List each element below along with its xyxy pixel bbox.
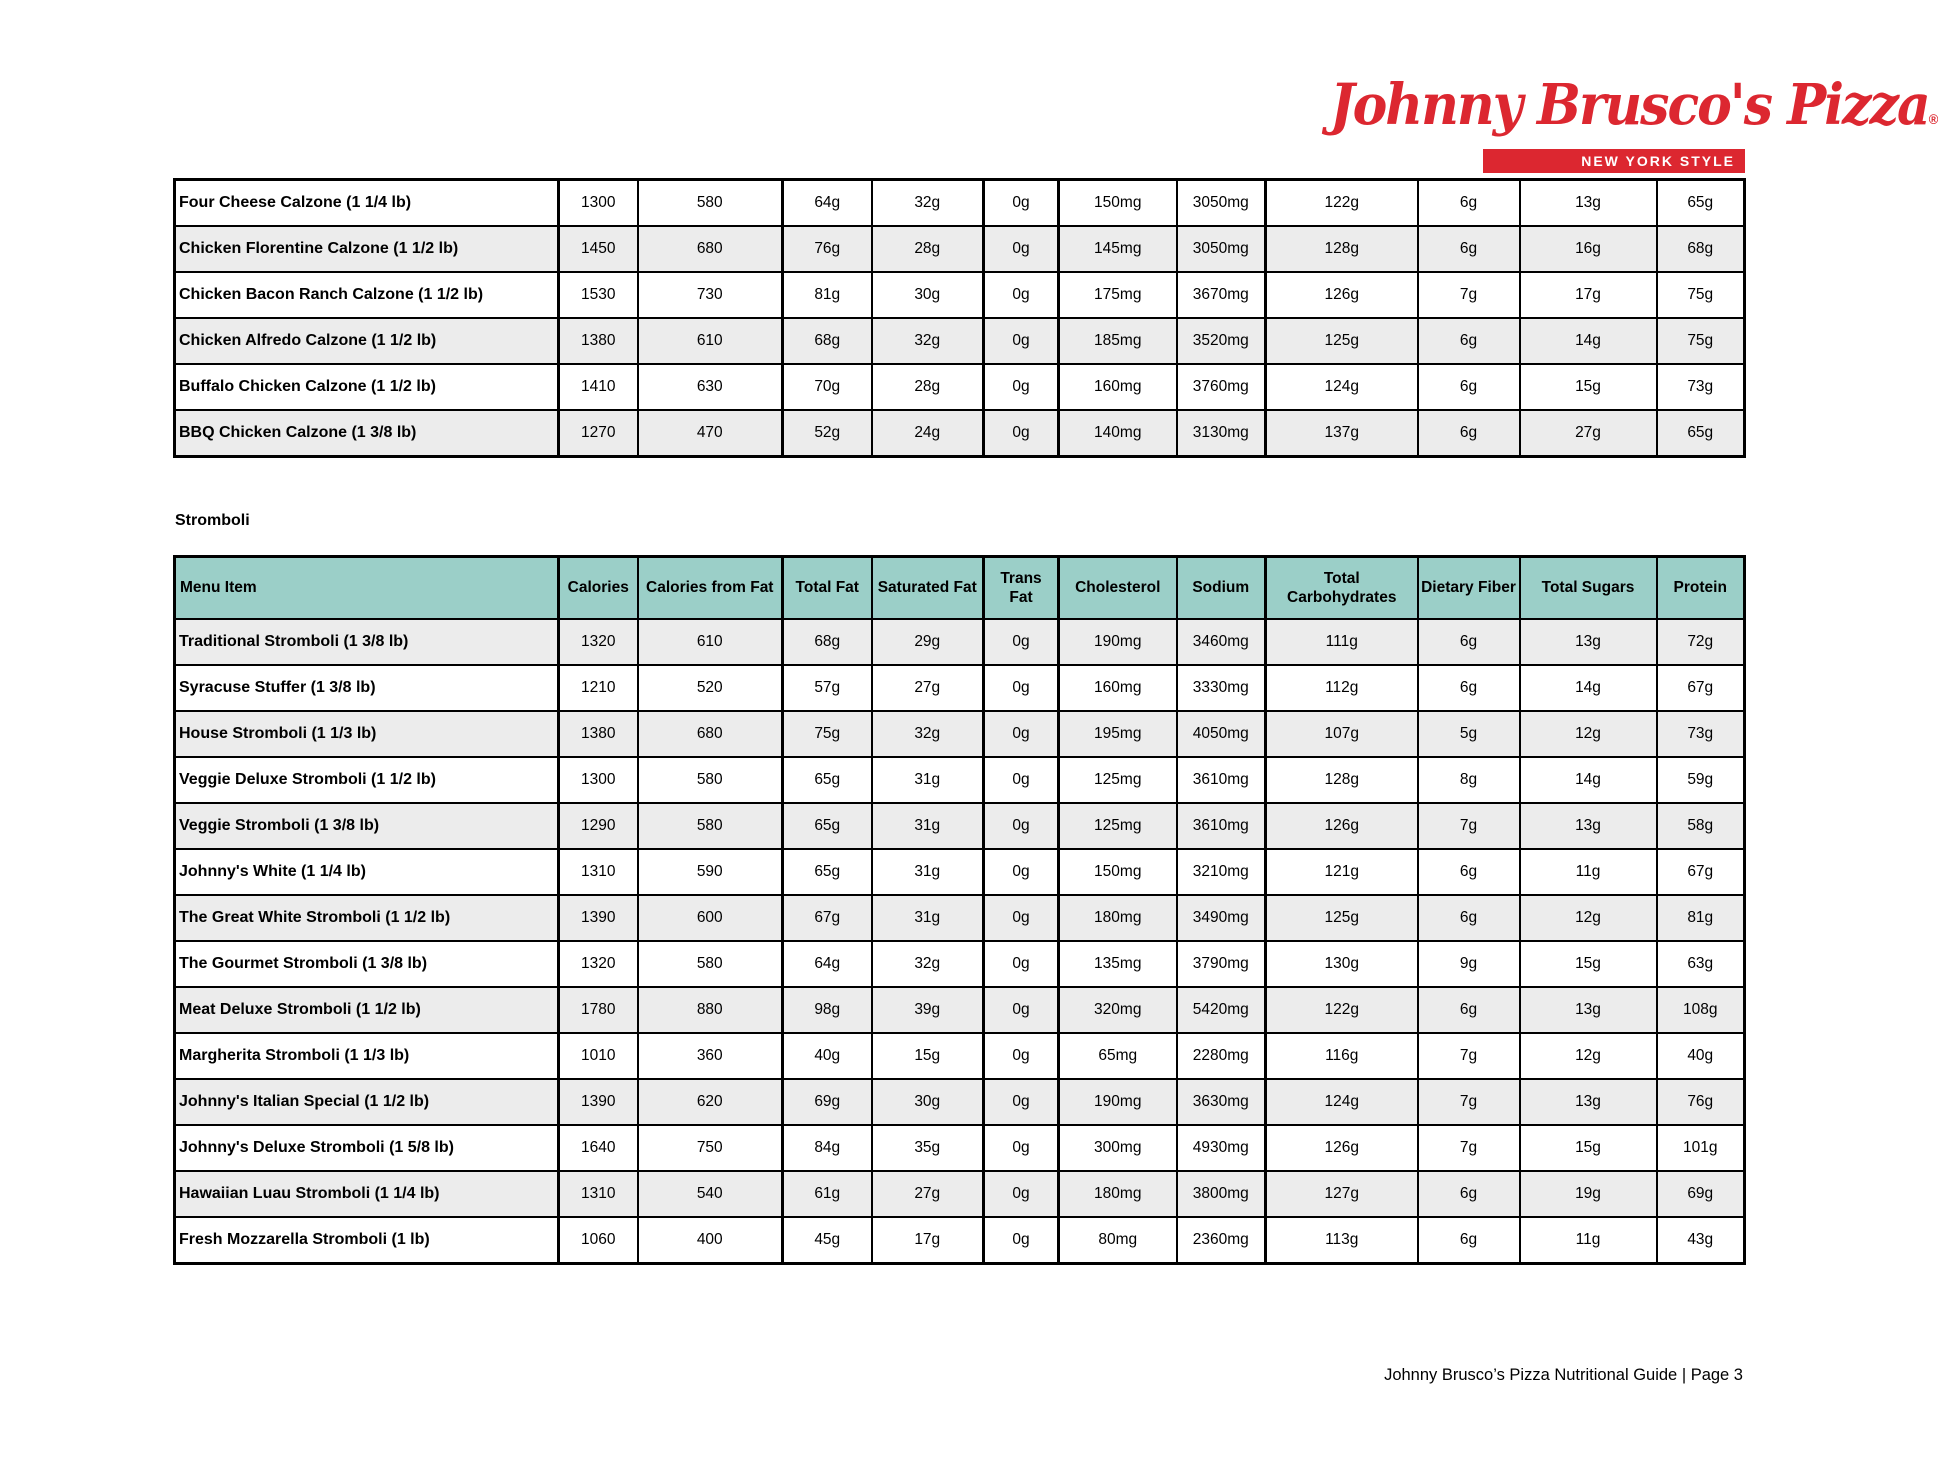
stromboli-table-head — [175, 557, 1745, 620]
table-row — [175, 803, 1745, 849]
column-header: Total Fat — [783, 557, 872, 620]
nutrition-value: 125mg — [1059, 803, 1177, 849]
nutrition-value: 3460mg — [1177, 619, 1266, 665]
nutrition-value: 72g — [1657, 619, 1745, 665]
nutrition-value: 4050mg — [1177, 711, 1266, 757]
nutrition-value: 32g — [872, 941, 984, 987]
menu-item-name: Meat Deluxe Stromboli (1 1/2 lb) — [175, 987, 559, 1033]
nutrition-value: 6g — [1418, 318, 1520, 364]
nutrition-value: 750 — [638, 1125, 783, 1171]
nutrition-value: 40g — [783, 1033, 872, 1079]
nutrition-value: 19g — [1520, 1171, 1657, 1217]
table-row — [175, 941, 1745, 987]
table-row — [175, 665, 1745, 711]
nutrition-value: 64g — [783, 180, 872, 227]
nutrition-value: 6g — [1418, 895, 1520, 941]
nutrition-value: 0g — [984, 318, 1059, 364]
nutrition-value: 13g — [1520, 987, 1657, 1033]
menu-item-name: Margherita Stromboli (1 1/3 lb) — [175, 1033, 559, 1079]
nutrition-value: 3790mg — [1177, 941, 1266, 987]
nutrition-value: 31g — [872, 849, 984, 895]
nutrition-value: 630 — [638, 364, 783, 410]
menu-item-name: Traditional Stromboli (1 3/8 lb) — [175, 619, 559, 665]
menu-item-name: House Stromboli (1 1/3 lb) — [175, 711, 559, 757]
nutrition-value: 150mg — [1059, 849, 1177, 895]
nutrition-value: 0g — [984, 849, 1059, 895]
nutrition-value: 57g — [783, 665, 872, 711]
nutrition-value: 3610mg — [1177, 803, 1266, 849]
column-header: Dietary Fiber — [1418, 557, 1520, 620]
nutrition-value: 175mg — [1059, 272, 1177, 318]
table-row — [175, 1171, 1745, 1217]
nutrition-value: 6g — [1418, 987, 1520, 1033]
nutrition-value: 125g — [1266, 895, 1418, 941]
nutrition-value: 80mg — [1059, 1217, 1177, 1264]
nutrition-value: 1300 — [559, 757, 638, 803]
nutrition-value: 9g — [1418, 941, 1520, 987]
nutrition-value: 125g — [1266, 318, 1418, 364]
nutrition-value: 7g — [1418, 1033, 1520, 1079]
nutrition-value: 14g — [1520, 665, 1657, 711]
nutrition-value: 59g — [1657, 757, 1745, 803]
table-row — [175, 410, 1745, 457]
nutrition-value: 137g — [1266, 410, 1418, 457]
nutrition-value: 3050mg — [1177, 180, 1266, 227]
nutrition-value: 121g — [1266, 849, 1418, 895]
nutrition-value: 43g — [1657, 1217, 1745, 1264]
nutrition-value: 1410 — [559, 364, 638, 410]
nutrition-value: 11g — [1520, 849, 1657, 895]
nutrition-value: 580 — [638, 180, 783, 227]
brand-tagline-bar: NEW YORK STYLE — [1483, 149, 1745, 173]
stromboli-table-body — [175, 619, 1745, 1264]
nutrition-value: 126g — [1266, 272, 1418, 318]
table-row — [175, 711, 1745, 757]
nutrition-value: 0g — [984, 272, 1059, 318]
section-label-stromboli: Stromboli — [175, 512, 250, 529]
nutrition-value: 1390 — [559, 1079, 638, 1125]
nutrition-value: 0g — [984, 941, 1059, 987]
menu-item-name: Hawaiian Luau Stromboli (1 1/4 lb) — [175, 1171, 559, 1217]
nutrition-value: 600 — [638, 895, 783, 941]
nutrition-value: 14g — [1520, 757, 1657, 803]
menu-item-name: The Gourmet Stromboli (1 3/8 lb) — [175, 941, 559, 987]
column-header: Protein — [1657, 557, 1745, 620]
nutrition-value: 1310 — [559, 849, 638, 895]
nutrition-value: 3520mg — [1177, 318, 1266, 364]
nutrition-value: 300mg — [1059, 1125, 1177, 1171]
nutrition-value: 12g — [1520, 1033, 1657, 1079]
nutrition-value: 2360mg — [1177, 1217, 1266, 1264]
nutrition-value: 3800mg — [1177, 1171, 1266, 1217]
nutrition-value: 40g — [1657, 1033, 1745, 1079]
nutrition-value: 1530 — [559, 272, 638, 318]
nutrition-value: 1640 — [559, 1125, 638, 1171]
nutrition-value: 0g — [984, 665, 1059, 711]
menu-item-name: Johnny's Italian Special (1 1/2 lb) — [175, 1079, 559, 1125]
nutrition-value: 31g — [872, 757, 984, 803]
nutrition-value: 63g — [1657, 941, 1745, 987]
nutrition-value: 8g — [1418, 757, 1520, 803]
nutrition-value: 0g — [984, 1217, 1059, 1264]
menu-item-name: Four Cheese Calzone (1 1/4 lb) — [175, 180, 559, 227]
nutrition-value: 31g — [872, 803, 984, 849]
nutrition-value: 0g — [984, 180, 1059, 227]
menu-item-name: Buffalo Chicken Calzone (1 1/2 lb) — [175, 364, 559, 410]
nutrition-value: 108g — [1657, 987, 1745, 1033]
nutrition-value: 81g — [1657, 895, 1745, 941]
nutrition-value: 150mg — [1059, 180, 1177, 227]
nutrition-value: 7g — [1418, 1125, 1520, 1171]
nutrition-value: 1780 — [559, 987, 638, 1033]
stromboli-nutrition-table — [173, 555, 1746, 1265]
nutrition-value: 125mg — [1059, 757, 1177, 803]
nutrition-value: 17g — [1520, 272, 1657, 318]
nutrition-value: 17g — [872, 1217, 984, 1264]
nutrition-value: 98g — [783, 987, 872, 1033]
nutrition-value: 116g — [1266, 1033, 1418, 1079]
nutrition-value: 128g — [1266, 757, 1418, 803]
nutrition-value: 6g — [1418, 619, 1520, 665]
nutrition-value: 140mg — [1059, 410, 1177, 457]
nutrition-value: 190mg — [1059, 1079, 1177, 1125]
menu-item-name: Johnny's White (1 1/4 lb) — [175, 849, 559, 895]
table-row — [175, 318, 1745, 364]
menu-item-name: Chicken Bacon Ranch Calzone (1 1/2 lb) — [175, 272, 559, 318]
nutrition-value: 16g — [1520, 226, 1657, 272]
nutrition-value: 1390 — [559, 895, 638, 941]
nutrition-value: 3130mg — [1177, 410, 1266, 457]
nutrition-value: 15g — [1520, 941, 1657, 987]
nutrition-value: 1450 — [559, 226, 638, 272]
nutrition-value: 0g — [984, 1079, 1059, 1125]
nutrition-value: 24g — [872, 410, 984, 457]
nutrition-value: 68g — [783, 318, 872, 364]
nutrition-value: 52g — [783, 410, 872, 457]
calzone-table-body — [175, 180, 1745, 457]
nutrition-value: 610 — [638, 318, 783, 364]
nutrition-value: 126g — [1266, 1125, 1418, 1171]
nutrition-value: 127g — [1266, 1171, 1418, 1217]
nutrition-value: 14g — [1520, 318, 1657, 364]
column-header: Saturated Fat — [872, 557, 984, 620]
column-header: Trans Fat — [984, 557, 1059, 620]
nutrition-value: 580 — [638, 803, 783, 849]
brand-name: Johnny Brusco's Pizza — [1330, 72, 1929, 138]
nutrition-value: 185mg — [1059, 318, 1177, 364]
nutrition-value: 620 — [638, 1079, 783, 1125]
nutrition-value: 160mg — [1059, 364, 1177, 410]
nutrition-value: 13g — [1520, 619, 1657, 665]
nutrition-value: 67g — [1657, 849, 1745, 895]
nutrition-value: 1320 — [559, 619, 638, 665]
nutrition-value: 126g — [1266, 803, 1418, 849]
nutrition-value: 32g — [872, 318, 984, 364]
nutrition-value: 27g — [872, 665, 984, 711]
nutrition-value: 65g — [1657, 180, 1745, 227]
nutrition-value: 360 — [638, 1033, 783, 1079]
nutrition-value: 1380 — [559, 711, 638, 757]
nutrition-value: 27g — [872, 1171, 984, 1217]
column-header: Menu Item — [175, 557, 559, 620]
nutrition-value: 1380 — [559, 318, 638, 364]
table-row — [175, 364, 1745, 410]
table-row — [175, 1079, 1745, 1125]
nutrition-value: 730 — [638, 272, 783, 318]
brand-logo-text — [1330, 72, 1938, 150]
nutrition-value: 3670mg — [1177, 272, 1266, 318]
nutrition-value: 84g — [783, 1125, 872, 1171]
registered-trademark-icon: ® — [1928, 110, 1938, 128]
menu-item-name: Johnny's Deluxe Stromboli (1 5/8 lb) — [175, 1125, 559, 1171]
menu-item-name: BBQ Chicken Calzone (1 3/8 lb) — [175, 410, 559, 457]
nutrition-value: 130g — [1266, 941, 1418, 987]
nutrition-value: 6g — [1418, 226, 1520, 272]
nutrition-value: 35g — [872, 1125, 984, 1171]
nutrition-value: 69g — [783, 1079, 872, 1125]
nutrition-value: 65mg — [1059, 1033, 1177, 1079]
menu-item-name: Veggie Stromboli (1 3/8 lb) — [175, 803, 559, 849]
nutrition-value: 0g — [984, 757, 1059, 803]
nutrition-value: 76g — [783, 226, 872, 272]
nutrition-value: 6g — [1418, 1171, 1520, 1217]
nutrition-value: 6g — [1418, 410, 1520, 457]
nutrition-value: 122g — [1266, 987, 1418, 1033]
table-row — [175, 1125, 1745, 1171]
nutrition-value: 590 — [638, 849, 783, 895]
nutrition-value: 65g — [783, 849, 872, 895]
nutrition-value: 0g — [984, 1033, 1059, 1079]
nutrition-value: 81g — [783, 272, 872, 318]
nutrition-value: 3490mg — [1177, 895, 1266, 941]
nutrition-value: 101g — [1657, 1125, 1745, 1171]
nutrition-value: 32g — [872, 711, 984, 757]
column-header: Total Sugars — [1520, 557, 1657, 620]
nutrition-value: 67g — [1657, 665, 1745, 711]
nutrition-value: 13g — [1520, 803, 1657, 849]
nutrition-value: 1060 — [559, 1217, 638, 1264]
nutrition-value: 580 — [638, 757, 783, 803]
nutrition-value: 68g — [1657, 226, 1745, 272]
nutrition-value: 5g — [1418, 711, 1520, 757]
nutrition-value: 190mg — [1059, 619, 1177, 665]
nutrition-value: 680 — [638, 711, 783, 757]
nutrition-value: 15g — [1520, 1125, 1657, 1171]
nutrition-value: 13g — [1520, 1079, 1657, 1125]
table-row — [175, 987, 1745, 1033]
nutrition-value: 12g — [1520, 711, 1657, 757]
column-header: Calories from Fat — [638, 557, 783, 620]
table-row — [175, 180, 1745, 227]
menu-item-name: Chicken Florentine Calzone (1 1/2 lb) — [175, 226, 559, 272]
nutrition-value: 3210mg — [1177, 849, 1266, 895]
nutrition-value: 70g — [783, 364, 872, 410]
column-header: Cholesterol — [1059, 557, 1177, 620]
nutrition-value: 3050mg — [1177, 226, 1266, 272]
nutrition-value: 320mg — [1059, 987, 1177, 1033]
nutrition-value: 29g — [872, 619, 984, 665]
nutrition-value: 122g — [1266, 180, 1418, 227]
nutrition-value: 15g — [1520, 364, 1657, 410]
nutrition-value: 112g — [1266, 665, 1418, 711]
nutrition-value: 180mg — [1059, 895, 1177, 941]
table-row — [175, 849, 1745, 895]
nutrition-value: 3760mg — [1177, 364, 1266, 410]
table-row — [175, 895, 1745, 941]
nutrition-value: 3610mg — [1177, 757, 1266, 803]
nutrition-value: 65g — [783, 803, 872, 849]
nutrition-value: 1300 — [559, 180, 638, 227]
nutrition-value: 4930mg — [1177, 1125, 1266, 1171]
nutrition-value: 31g — [872, 895, 984, 941]
nutrition-value: 1010 — [559, 1033, 638, 1079]
nutrition-value: 580 — [638, 941, 783, 987]
nutrition-value: 15g — [872, 1033, 984, 1079]
menu-item-name: Veggie Deluxe Stromboli (1 1/2 lb) — [175, 757, 559, 803]
calzone-nutrition-table — [173, 178, 1746, 458]
nutrition-value: 400 — [638, 1217, 783, 1264]
nutrition-value: 113g — [1266, 1217, 1418, 1264]
nutrition-value: 32g — [872, 180, 984, 227]
table-row — [175, 1217, 1745, 1264]
nutrition-value: 7g — [1418, 1079, 1520, 1125]
table-row — [175, 226, 1745, 272]
nutrition-value: 75g — [1657, 318, 1745, 364]
nutrition-value: 28g — [872, 226, 984, 272]
nutrition-value: 67g — [783, 895, 872, 941]
nutrition-value: 6g — [1418, 849, 1520, 895]
nutrition-value: 195mg — [1059, 711, 1177, 757]
nutrition-value: 160mg — [1059, 665, 1177, 711]
nutrition-value: 65g — [1657, 410, 1745, 457]
nutrition-value: 75g — [783, 711, 872, 757]
nutrition-value: 73g — [1657, 711, 1745, 757]
menu-item-name: Fresh Mozzarella Stromboli (1 lb) — [175, 1217, 559, 1264]
nutrition-value: 470 — [638, 410, 783, 457]
brand-logo — [1330, 72, 1938, 173]
nutrition-value: 0g — [984, 410, 1059, 457]
nutrition-value: 6g — [1418, 1217, 1520, 1264]
nutrition-value: 11g — [1520, 1217, 1657, 1264]
nutrition-value: 1210 — [559, 665, 638, 711]
nutrition-value: 145mg — [1059, 226, 1177, 272]
nutrition-value: 75g — [1657, 272, 1745, 318]
nutrition-value: 6g — [1418, 665, 1520, 711]
nutrition-value: 0g — [984, 619, 1059, 665]
nutrition-value: 45g — [783, 1217, 872, 1264]
nutrition-value: 73g — [1657, 364, 1745, 410]
nutrition-value: 0g — [984, 1125, 1059, 1171]
nutrition-value: 5420mg — [1177, 987, 1266, 1033]
menu-item-name: Chicken Alfredo Calzone (1 1/2 lb) — [175, 318, 559, 364]
table-row — [175, 272, 1745, 318]
nutrition-value: 180mg — [1059, 1171, 1177, 1217]
nutrition-value: 68g — [783, 619, 872, 665]
nutrition-value: 128g — [1266, 226, 1418, 272]
nutrition-value: 124g — [1266, 364, 1418, 410]
menu-item-name: Syracuse Stuffer (1 3/8 lb) — [175, 665, 559, 711]
nutrition-value: 135mg — [1059, 941, 1177, 987]
nutrition-value: 2280mg — [1177, 1033, 1266, 1079]
menu-item-name: The Great White Stromboli (1 1/2 lb) — [175, 895, 559, 941]
nutrition-value: 0g — [984, 226, 1059, 272]
nutrition-value: 64g — [783, 941, 872, 987]
nutrition-value: 30g — [872, 1079, 984, 1125]
table-row — [175, 619, 1745, 665]
nutrition-value: 6g — [1418, 180, 1520, 227]
nutrition-value: 540 — [638, 1171, 783, 1217]
nutrition-value: 124g — [1266, 1079, 1418, 1125]
table-row — [175, 757, 1745, 803]
nutrition-value: 27g — [1520, 410, 1657, 457]
nutrition-value: 12g — [1520, 895, 1657, 941]
nutrition-value: 0g — [984, 1171, 1059, 1217]
table-row — [175, 1033, 1745, 1079]
nutrition-value: 61g — [783, 1171, 872, 1217]
nutrition-value: 0g — [984, 895, 1059, 941]
page-footer: Johnny Brusco’s Pizza Nutritional Guide | Page 3 — [1384, 1366, 1743, 1384]
nutrition-value: 3330mg — [1177, 665, 1266, 711]
nutrition-value: 7g — [1418, 272, 1520, 318]
nutrition-value: 69g — [1657, 1171, 1745, 1217]
nutrition-value: 0g — [984, 803, 1059, 849]
nutrition-value: 1310 — [559, 1171, 638, 1217]
nutrition-value: 107g — [1266, 711, 1418, 757]
nutrition-value: 1320 — [559, 941, 638, 987]
nutrition-value: 680 — [638, 226, 783, 272]
nutrition-value: 39g — [872, 987, 984, 1033]
column-header: Total Carbohydrates — [1266, 557, 1418, 620]
nutrition-value: 30g — [872, 272, 984, 318]
nutrition-value: 0g — [984, 711, 1059, 757]
nutrition-value: 111g — [1266, 619, 1418, 665]
column-header: Calories — [559, 557, 638, 620]
nutrition-value: 3630mg — [1177, 1079, 1266, 1125]
column-header: Sodium — [1177, 557, 1266, 620]
nutrition-value: 65g — [783, 757, 872, 803]
nutrition-value: 28g — [872, 364, 984, 410]
nutrition-value: 0g — [984, 987, 1059, 1033]
nutrition-value: 0g — [984, 364, 1059, 410]
nutrition-value: 58g — [1657, 803, 1745, 849]
nutrition-value: 610 — [638, 619, 783, 665]
header-row — [175, 557, 1745, 620]
nutrition-value: 6g — [1418, 364, 1520, 410]
nutrition-value: 13g — [1520, 180, 1657, 227]
nutrition-value: 1290 — [559, 803, 638, 849]
nutrition-value: 76g — [1657, 1079, 1745, 1125]
nutrition-value: 1270 — [559, 410, 638, 457]
nutrition-value: 880 — [638, 987, 783, 1033]
nutrition-value: 7g — [1418, 803, 1520, 849]
nutrition-value: 520 — [638, 665, 783, 711]
